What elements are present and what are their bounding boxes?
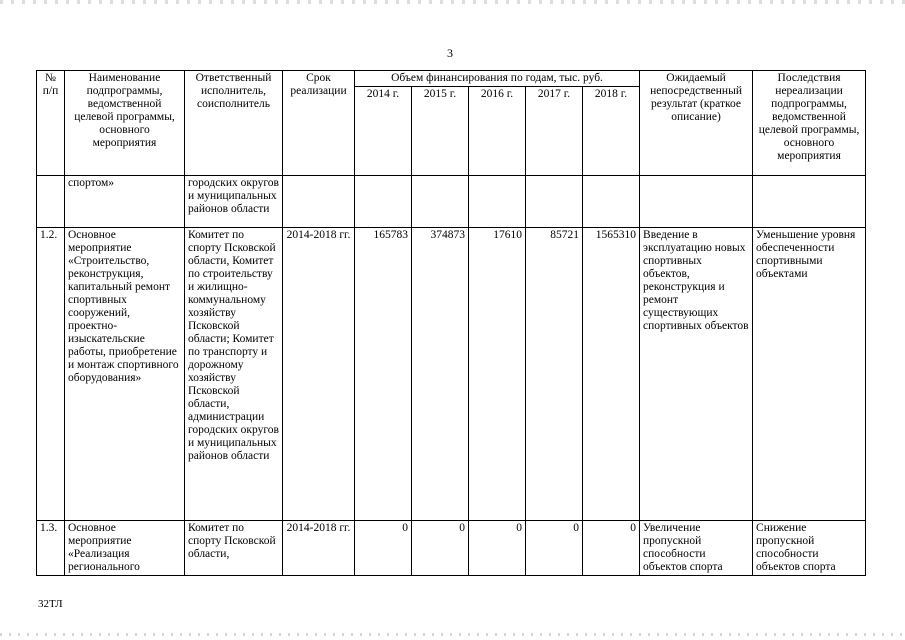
row-term: 2014-2018 гг. [283, 228, 355, 521]
row-executor: Комитет по спорту Псковской области, [185, 521, 283, 576]
header-name: Наименование подпрограммы, ведомственной целевой программы, основного мероприятия [65, 71, 185, 176]
row-name: спортом» [65, 176, 185, 228]
row-value: 17610 [469, 228, 526, 521]
scan-edge-top [0, 0, 905, 4]
header-year: 2018 г. [583, 87, 640, 176]
table-row [37, 176, 866, 228]
row-name: Основное мероприятие «Строительство, реконструкция, капитальный ремонт спортивных сооружений, проектно-изыскательские работы, приобретение и монтаж спортивного оборудования» [65, 228, 185, 521]
header-year: 2016 г. [469, 87, 526, 176]
table-row [37, 521, 866, 576]
header-executor: Ответственный исполнитель, соисполнитель [185, 71, 283, 176]
row-value [469, 176, 526, 228]
program-table [36, 70, 866, 576]
header-term: Срок реализации [283, 71, 355, 176]
footer-code: 32ТЛ [38, 598, 63, 610]
row-value: 0 [526, 521, 583, 576]
row-value: 85721 [526, 228, 583, 521]
row-value: 0 [355, 521, 412, 576]
row-value: 374873 [412, 228, 469, 521]
row-value: 0 [412, 521, 469, 576]
row-consequences: Уменьшение уровня обеспеченности спортивными объектами [753, 228, 866, 521]
row-consequences [753, 176, 866, 228]
row-value [526, 176, 583, 228]
row-value [583, 176, 640, 228]
row-num: 1.3. [37, 521, 65, 576]
header-year: 2014 г. [355, 87, 412, 176]
header-num: № п/п [37, 71, 65, 176]
row-num: 1.2. [37, 228, 65, 521]
row-value: 165783 [355, 228, 412, 521]
row-term: 2014-2018 гг. [283, 521, 355, 576]
table-header [37, 71, 866, 176]
row-value: 0 [583, 521, 640, 576]
row-term [283, 176, 355, 228]
row-executor: городских округов и муниципальных районов области [185, 176, 283, 228]
table-row [37, 228, 866, 521]
row-consequences: Снижение пропускной способности объектов спорта [753, 521, 866, 576]
header-consequences: Последствия нереализации подпрограммы, ведомственной целевой программы, основного мероприятия [753, 71, 866, 176]
row-value [355, 176, 412, 228]
row-value [412, 176, 469, 228]
scan-edge-bottom [0, 633, 905, 636]
header-year: 2017 г. [526, 87, 583, 176]
page-number: 3 [447, 46, 453, 60]
header-year: 2015 г. [412, 87, 469, 176]
row-name: Основное мероприятие «Реализация регионального [65, 521, 185, 576]
row-result: Увеличение пропускной способности объектов спорта [640, 521, 753, 576]
row-value: 0 [469, 521, 526, 576]
header-funding: Объем финансирования по годам, тыс. руб. [355, 71, 640, 87]
row-result [640, 176, 753, 228]
row-num [37, 176, 65, 228]
row-executor: Комитет по спорту Псковской области, Комитет по строительству и жилищно-коммунальному хозяйству Псковской области; Комитет по транспорту и дорожному хозяйству Псковской области, администрации городских округов и муниципальных районов области [185, 228, 283, 521]
row-value: 1565310 [583, 228, 640, 521]
header-result: Ожидаемый непосредственный результат (краткое описание) [640, 71, 753, 176]
row-result: Введение в эксплуатацию новых спортивных объектов, реконструкция и ремонт существующих спортивных объектов [640, 228, 753, 521]
